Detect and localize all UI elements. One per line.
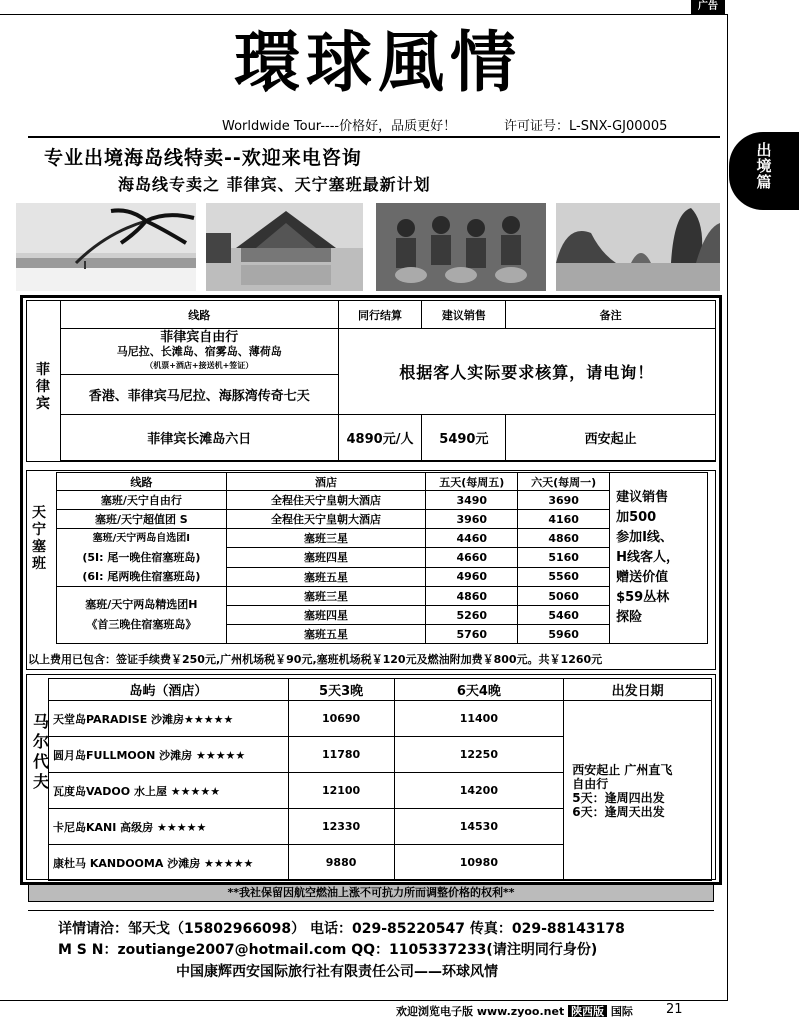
price-5day: 4660 <box>426 548 518 567</box>
saipan-table <box>56 472 708 644</box>
route-cell: 塞班/天宁自由行 <box>57 491 227 510</box>
contact-phone-line: 详情请洽：邹天戈（15802966098） 电话：029-85220547 传真：029-88143178 <box>58 921 625 937</box>
hotel-cell: 全程住天宁皇朝大酒店 <box>226 491 426 510</box>
price-6day: 3690 <box>518 491 610 510</box>
price-5day: 5760 <box>426 625 518 644</box>
col-header: 岛屿（酒店） <box>49 679 289 701</box>
ad-tag: 广告 <box>691 0 725 14</box>
page-number: 21 <box>666 1002 683 1017</box>
price-6day: 5460 <box>518 606 610 625</box>
hotel-cell: 塞班四星 <box>226 606 426 625</box>
price-5day: 12330 <box>288 809 394 845</box>
suggestion-line: 加500 <box>616 510 657 525</box>
col-header: 6天4晚 <box>394 679 564 701</box>
price-5day: 3490 <box>426 491 518 510</box>
company-name: 中国康辉西安国际旅行社有限责任公司——环球风情 <box>176 964 498 980</box>
col-header: 五天(每周五) <box>426 473 518 491</box>
sales-suggestion <box>610 473 708 644</box>
section-tab-char: 出 <box>756 141 772 159</box>
island-cell: 天堂岛PARADISE 沙滩房★★★★★ <box>49 701 289 737</box>
footer-section: 国际 <box>610 1005 633 1017</box>
philippines-label: 菲 律 宾 <box>36 362 50 412</box>
departure-line: 5天：逢周四出发 <box>572 790 665 805</box>
footer-edition: 陕西版 <box>568 1005 607 1017</box>
beach-palm-photo <box>16 203 196 291</box>
col-header: 出发日期 <box>564 679 712 701</box>
route-cell: 塞班/天宁超值团 S <box>57 510 227 529</box>
headline: 专业出境海岛线特卖--欢迎来电咨询 <box>44 147 362 169</box>
price-6day: 12250 <box>394 737 564 773</box>
col-header: 酒店 <box>226 473 426 491</box>
col-header: 5天3晚 <box>288 679 394 701</box>
karst-islands-photo <box>556 203 720 291</box>
price-5day: 4860 <box>426 587 518 606</box>
price-6day: 5960 <box>518 625 610 644</box>
saipan-label: 天 宁 塞 班 <box>32 505 46 572</box>
disclaimer: **我社保留因航空燃油上涨不可抗力所而调整价格的权利** <box>28 884 714 902</box>
route-line: 塞班/天宁两岛精选团H <box>85 598 198 611</box>
price-6day: 5560 <box>518 567 610 586</box>
pavilion-photo <box>206 203 363 291</box>
philippines-table <box>60 300 716 461</box>
island-cell: 圆月岛FULLMOON 沙滩房 ★★★★★ <box>49 737 289 773</box>
route-line: 塞班/天宁两岛自选团I <box>92 533 191 544</box>
island-cell: 瓦度岛VADOO 水上屋 ★★★★★ <box>49 773 289 809</box>
price-5day: 11780 <box>288 737 394 773</box>
col-header: 建议销售 <box>422 301 506 329</box>
price-5day: 3960 <box>426 510 518 529</box>
hotel-cell: 塞班三星 <box>226 587 426 606</box>
suggestion-line: 建议销售 <box>616 490 669 505</box>
route-line: 《首三晚住宿塞班岛》 <box>86 618 197 631</box>
col-header: 线路 <box>61 301 339 329</box>
subheadline: 海岛线专卖之 菲律宾、天宁塞班最新计划 <box>118 175 431 194</box>
departure-info <box>564 701 712 881</box>
price-6day: 5160 <box>518 548 610 567</box>
col-header: 线路 <box>57 473 227 491</box>
suggestion-line: 赠送价值 <box>616 570 669 585</box>
suggestion-line: 参加I线、 <box>616 530 673 545</box>
price-6day: 14530 <box>394 809 564 845</box>
hotel-cell: 塞班三星 <box>226 529 426 548</box>
price-6day: 4160 <box>518 510 610 529</box>
brand-logo: 環球風情 <box>234 23 522 101</box>
route-line: (6I: 尾两晚住宿塞班岛) <box>82 570 201 583</box>
hotel-cell: 塞班四星 <box>226 548 426 567</box>
suggestion-line: 探险 <box>616 610 643 625</box>
retail-price: 5490元 <box>422 415 506 461</box>
hotel-cell: 塞班五星 <box>226 625 426 644</box>
route-cell <box>57 529 227 587</box>
footer-link[interactable]: 欢迎浏览电子版 www.zyoo.net <box>396 1005 565 1017</box>
remark-cell: 根据客人实际要求核算，请电询！ <box>338 329 715 415</box>
section-tab-char: 境 <box>756 157 772 175</box>
route-cell: 香港、菲律宾马尼拉、海豚湾传奇七天 <box>61 375 339 415</box>
price-6day: 10980 <box>394 845 564 881</box>
maldives-table <box>48 678 712 881</box>
tagline: Worldwide Tour----价格好，品质更好！ <box>222 119 457 134</box>
island-cell: 卡尼岛KANI 高级房 ★★★★★ <box>49 809 289 845</box>
route-title: 菲律宾自由行 <box>160 329 239 345</box>
divider <box>28 136 720 138</box>
hotel-cell: 塞班五星 <box>226 567 426 586</box>
price-6day: 4860 <box>518 529 610 548</box>
route-cell <box>61 329 339 375</box>
price-5day: 4460 <box>426 529 518 548</box>
price-6day: 5060 <box>518 587 610 606</box>
price-5day: 10690 <box>288 701 394 737</box>
divider <box>0 1000 728 1001</box>
route-cell <box>57 587 227 644</box>
dancers-photo <box>376 203 546 291</box>
divider <box>28 910 714 911</box>
col-header: 同行结算 <box>338 301 422 329</box>
price-6day: 14200 <box>394 773 564 809</box>
route-line: (5I: 尾一晚住宿塞班岛) <box>82 551 201 564</box>
route-note: （机票+酒店+接送机+签证） <box>145 360 254 370</box>
route-cell: 菲律宾长滩岛六日 <box>61 415 339 461</box>
departure-line: 6天：逢周天出发 <box>572 804 665 819</box>
col-header: 六天(每周一) <box>518 473 610 491</box>
departure-line: 西安起止 广州直飞 <box>572 762 673 777</box>
license-number: 许可证号：L-SNX-GJ00005 <box>504 119 668 134</box>
included-costs: 以上费用已包含：签证手续费￥250元,广州机场税￥90元,塞班机场税￥120元及燃油附加费￥800元。共￥1260元 <box>28 653 603 666</box>
price-5day: 5260 <box>426 606 518 625</box>
suggestion-line: H线客人， <box>616 550 679 565</box>
departure-line: 自由行 <box>572 776 609 791</box>
route-subtitle: 马尼拉、长滩岛、宿雾岛、薄荷岛 <box>116 344 282 358</box>
price-5day: 9880 <box>288 845 394 881</box>
island-cell: 康杜马 KANDOOMA 沙滩房 ★★★★★ <box>49 845 289 881</box>
net-price: 4890元/人 <box>338 415 422 461</box>
price-5day: 12100 <box>288 773 394 809</box>
hotel-cell: 全程住天宁皇朝大酒店 <box>226 510 426 529</box>
price-6day: 11400 <box>394 701 564 737</box>
price-5day: 4960 <box>426 567 518 586</box>
footer <box>396 1003 633 1017</box>
remark-cell: 西安起止 <box>506 415 716 461</box>
maldives-label: 马 尔 代 夫 <box>32 712 49 791</box>
section-tab <box>729 132 799 210</box>
section-tab-char: 篇 <box>756 173 772 191</box>
col-header: 备注 <box>506 301 716 329</box>
contact-msn-line: M S N：zoutiange2007@hotmail.com QQ：1105337233(请注明同行身份) <box>58 942 598 958</box>
suggestion-line: $59丛林 <box>616 590 670 605</box>
